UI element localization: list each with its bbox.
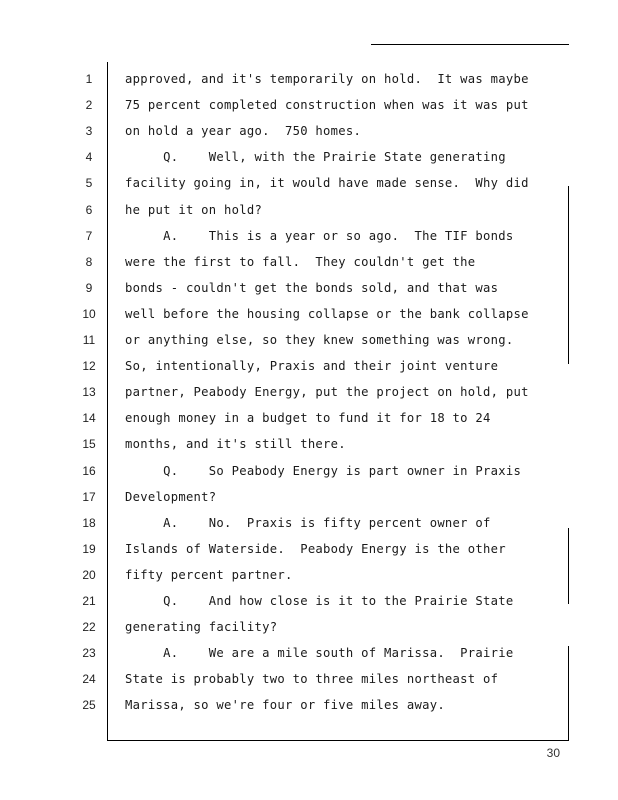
line-text: well before the housing collapse or the bank collapse	[125, 306, 529, 321]
line-text: Q. So Peabody Energy is part owner in Praxis	[125, 463, 522, 478]
line-number: 17	[82, 489, 96, 504]
line-number: 23	[82, 646, 96, 661]
line-number: 18	[82, 515, 96, 530]
bottom-rule	[107, 740, 569, 741]
transcript-line	[0, 197, 618, 223]
line-number: 9	[85, 280, 93, 295]
line-number: 13	[82, 385, 96, 400]
line-number: 10	[82, 306, 96, 321]
line-text: facility going in, it would have made sense. Why did	[125, 176, 529, 191]
line-text: Development?	[125, 489, 217, 504]
line-text: Marissa, so we're four or five miles away.	[125, 698, 445, 713]
transcript-line	[0, 144, 618, 170]
line-text: Q. And how close is it to the Prairie State	[125, 594, 514, 608]
transcript-line	[0, 458, 618, 484]
transcript-line	[0, 536, 618, 562]
transcript-line	[0, 223, 618, 249]
line-number: 8	[85, 254, 93, 269]
transcript-line	[0, 249, 618, 275]
transcript-line	[0, 275, 618, 301]
line-text: A. We are a mile south of Marissa. Prairie	[125, 646, 514, 661]
transcript-line	[0, 510, 618, 536]
line-text: A. This is a year or so ago. The TIF bonds	[125, 228, 514, 243]
transcript-line	[0, 614, 618, 640]
transcript-line	[0, 640, 618, 666]
transcript-line	[0, 118, 618, 144]
line-number: 6	[85, 202, 93, 217]
line-text: or anything else, so they knew something was wrong.	[125, 333, 514, 347]
line-text: generating facility?	[125, 620, 278, 635]
transcript-line	[0, 170, 618, 196]
line-number: 4	[85, 150, 93, 165]
transcript-line	[0, 405, 618, 431]
line-number: 2	[85, 98, 93, 113]
line-text: were the first to fall. They couldn't get the	[125, 254, 476, 269]
line-number: 11	[82, 333, 96, 347]
transcript-line	[0, 92, 618, 118]
line-text: 75 percent completed construction when was it was put	[125, 98, 529, 113]
line-text: enough money in a budget to fund it for 18 to 24	[125, 411, 491, 426]
line-text: Islands of Waterside. Peabody Energy is the other	[125, 541, 506, 556]
line-text: fifty percent partner.	[125, 567, 293, 582]
line-number: 7	[85, 228, 93, 243]
transcript-line	[0, 666, 618, 692]
line-text: approved, and it's temporarily on hold. It was maybe	[125, 72, 529, 86]
line-text: on hold a year ago. 750 homes.	[125, 124, 362, 139]
line-number: 22	[82, 620, 96, 635]
transcript-line	[0, 353, 618, 379]
line-number: 1	[85, 72, 93, 86]
line-text: So, intentionally, Praxis and their joint venture	[125, 359, 499, 374]
line-text: Q. Well, with the Prairie State generating	[125, 150, 506, 165]
transcript-line	[0, 301, 618, 327]
line-text: partner, Peabody Energy, put the project on hold, put	[125, 385, 529, 400]
transcript-line	[0, 327, 618, 353]
line-number: 3	[85, 124, 93, 139]
line-text: A. No. Praxis is fifty percent owner of	[125, 515, 491, 530]
line-number: 21	[82, 594, 96, 608]
line-number: 14	[82, 411, 96, 426]
transcript-line	[0, 692, 618, 718]
line-number: 19	[82, 541, 96, 556]
line-number: 25	[82, 698, 96, 713]
line-number: 24	[82, 672, 96, 687]
line-text: bonds - couldn't get the bonds sold, and that was	[125, 280, 499, 295]
transcript-line	[0, 431, 618, 457]
transcript-line	[0, 588, 618, 614]
page-number: 30	[546, 746, 560, 760]
transcript-line	[0, 379, 618, 405]
line-number: 20	[82, 567, 96, 582]
line-text: State is probably two to three miles northeast of	[125, 672, 499, 687]
top-rule	[371, 44, 569, 45]
transcript-line	[0, 484, 618, 510]
transcript-line	[0, 562, 618, 588]
line-text: months, and it's still there.	[125, 437, 346, 452]
line-number: 16	[82, 463, 96, 478]
line-text: he put it on hold?	[125, 202, 263, 217]
transcript-line	[0, 66, 618, 92]
line-number: 15	[82, 437, 96, 452]
line-number: 5	[85, 176, 93, 191]
line-number: 12	[82, 359, 96, 374]
